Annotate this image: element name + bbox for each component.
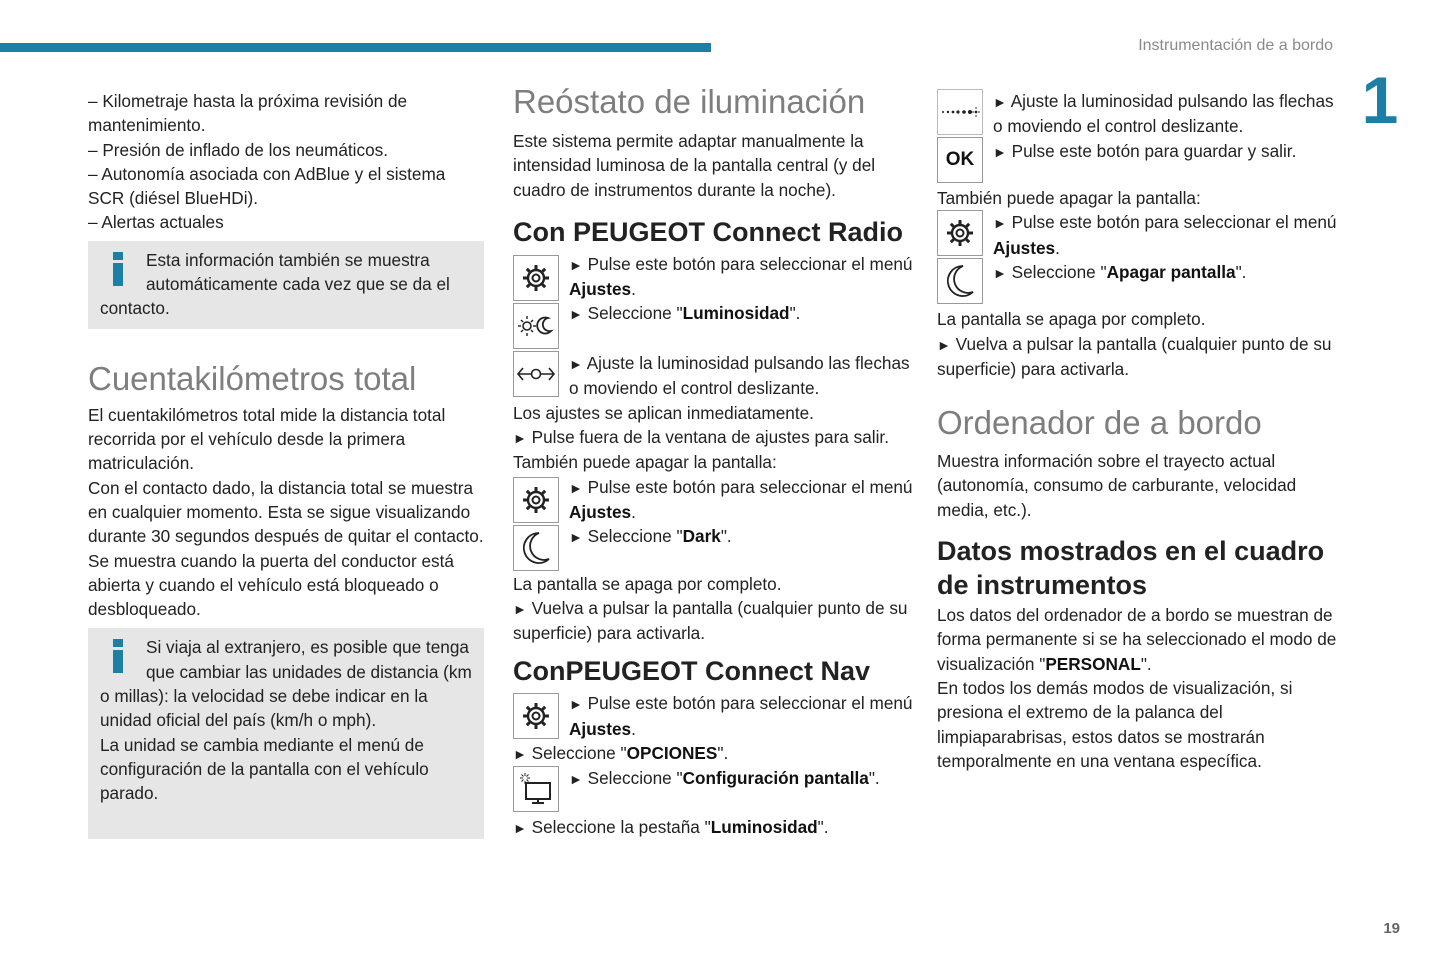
bullet-item: – Kilometraje hasta la próxima revisión de mantenimiento.	[88, 91, 408, 136]
screen-brightness-icon	[513, 766, 559, 812]
heading-cuentakilometros: Cuentakilómetros total	[88, 359, 417, 397]
bullet-item: – Autonomía asociada con AdBlue y el sistema SCR (diésel BlueHDi).	[88, 163, 446, 209]
paragraph: ► Vuelva a pulsar la pantalla (cualquier punto de su superficie) para activarla.	[513, 597, 908, 644]
heading-ordenador: Ordenador de a bordo	[937, 404, 1262, 442]
page-number: 19	[1383, 920, 1400, 937]
brightness-dots-icon	[937, 89, 983, 135]
info-text: Si viaja al extranjero, es posible que tenga que cambiar las unidades de distancia (km o millas): la velocidad se debe indicar en la unidad oficial del país (km/h o mph).	[100, 637, 472, 731]
settings-gear-icon	[937, 210, 983, 256]
info-text: La unidad se cambia mediante el menú de configuración de la pantalla con el vehículo parado.	[100, 734, 429, 804]
step-text: ► Pulse este botón para seleccionar el menú Ajustes. ► Seleccione "Apagar pantalla".	[993, 212, 1337, 282]
steps-dark	[513, 475, 913, 572]
info-box	[88, 241, 484, 329]
menu-ajustes: Ajustes	[569, 279, 632, 300]
paragraph: Los datos del ordenador de a bordo se muestran de forma permanente si se ha seleccionado el modo de visualización "PERSONAL".	[937, 605, 1337, 674]
mode-personal: PERSONAL	[1045, 653, 1141, 674]
menu-ajustes: Ajustes	[569, 501, 632, 522]
section-title: Instrumentación de a bordo	[1138, 37, 1333, 54]
paragraph: ► Seleccione "OPCIONES".	[513, 743, 729, 764]
steps-apagar	[937, 210, 1337, 307]
steps-adjust	[937, 89, 1337, 186]
ok-button-icon: OK	[937, 137, 983, 183]
step-text: ► Pulse este botón para seleccionar el menú Ajustes. ► Seleccione "Luminosidad". ► Ajuste la luminosidad pulsando las flechas o moviendo el control deslizante.	[569, 253, 913, 399]
paragraph: Este sistema permite adaptar manualmente la intensidad luminosa de la pantalla central (y del cuadro de instrumentos durante la noche).	[513, 131, 876, 200]
bullet-item: – Alertas actuales	[88, 212, 224, 233]
paragraph: El cuentakilómetros total mide la distancia total recorrida por el vehículo desde la primera matriculación.	[88, 404, 446, 474]
menu-ajustes: Ajustes	[993, 237, 1056, 258]
paragraph: ► Pulse fuera de la ventana de ajustes para salir.	[513, 426, 889, 447]
step-text: ► Pulse este botón para seleccionar el menú Ajustes. ► Seleccione "Dark".	[569, 476, 913, 547]
settings-gear-icon	[513, 477, 559, 523]
heading-reostato: Reóstato de iluminación	[513, 83, 866, 120]
tab-luminosidad: Luminosidad	[710, 817, 818, 838]
bullet-item: – Presión de inflado de los neumáticos.	[88, 139, 389, 160]
subheading-connect-nav: ConPEUGEOT Connect Nav	[513, 656, 871, 687]
slider-arrows-icon	[513, 351, 559, 397]
steps-nav	[513, 691, 913, 840]
info-icon	[110, 252, 130, 296]
paragraph: Con el contacto dado, la distancia total se muestra en cualquier momento. Esta se sigue visualizando durante 30 segundos después de quitar el contacto. Se muestra cuando la puerta del conductor está abierta y cuando el vehículo está bloqueado o desbloqueado.	[88, 477, 484, 620]
option-config-pantalla: Configuración pantalla	[682, 768, 869, 789]
subheading-connect-radio: Con PEUGEOT Connect Radio	[513, 216, 904, 247]
step-text: ► Ajuste la luminosidad pulsando las flechas o moviendo el control deslizante. ► Pulse este botón para guardar y salir.	[993, 91, 1334, 161]
moon-icon	[937, 258, 983, 304]
option-apagar-pantalla: Apagar pantalla	[1106, 261, 1236, 282]
subheading-datos: Datos mostrados en el cuadro de instrumentos	[937, 536, 1325, 601]
header-accent-bar	[0, 43, 711, 52]
paragraph: Los ajustes se aplican inmediatamente.	[513, 402, 814, 423]
sun-moon-icon	[513, 303, 559, 349]
paragraph: ► Vuelva a pulsar la pantalla (cualquier punto de su superficie) para activarla.	[937, 333, 1332, 379]
column-3	[937, 89, 1337, 773]
paragraph: Muestra información sobre el trayecto actual (autonomía, consumo de carburante, velocidad media, etc.).	[937, 451, 1297, 520]
option-dark: Dark	[682, 526, 721, 547]
paragraph: La pantalla se apaga por completo.	[937, 309, 1206, 330]
paragraph: También puede apagar la pantalla:	[937, 188, 1201, 208]
option-luminosidad: Luminosidad	[682, 303, 790, 324]
step-text: ► Pulse este botón para seleccionar el menú Ajustes.	[569, 693, 913, 739]
menu-ajustes: Ajustes	[569, 718, 632, 739]
paragraph: También puede apagar la pantalla:	[513, 452, 777, 473]
moon-icon	[513, 525, 559, 571]
info-box	[88, 628, 484, 839]
paragraph: En todos los demás modos de visualización, si presiona el extremo de la palanca del limpiaparabrisas, estos datos se mostrarán temporalmente en una ventana específica.	[937, 677, 1293, 771]
step-text: ► Seleccione "Configuración pantalla".	[569, 768, 880, 789]
info-icon	[110, 639, 130, 683]
settings-gear-icon	[513, 693, 559, 739]
chapter-number: 1	[1361, 63, 1399, 137]
column-1	[88, 89, 484, 839]
settings-gear-icon	[513, 255, 559, 301]
column-2	[513, 82, 913, 841]
steps-radio	[513, 252, 913, 475]
paragraph: ► Seleccione la pestaña "Luminosidad".	[513, 817, 829, 838]
info-text: Esta información también se muestra automáticamente cada vez que se da el contacto.	[100, 249, 450, 319]
option-opciones: OPCIONES	[626, 743, 718, 764]
paragraph: La pantalla se apaga por completo.	[513, 573, 782, 594]
